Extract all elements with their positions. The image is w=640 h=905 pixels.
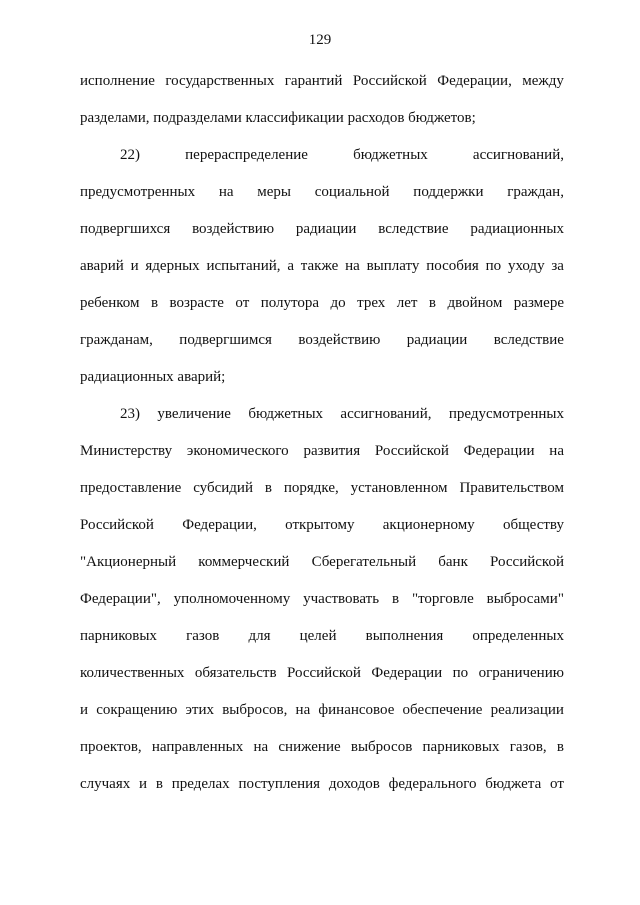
word: государственных — [165, 73, 275, 89]
word: газов, — [509, 739, 547, 755]
word: поддержки — [413, 184, 484, 200]
word: бюджетных — [353, 147, 428, 163]
word: выбросов — [350, 739, 413, 755]
word: ассигнований, — [472, 147, 564, 163]
word: обязательств — [194, 665, 277, 681]
word: Сберегательный — [311, 554, 417, 570]
text-line — [80, 181, 564, 203]
word: пособия — [426, 258, 479, 274]
text-line — [80, 292, 564, 314]
word: парниковых — [80, 628, 157, 644]
word: радиации — [406, 332, 468, 348]
word: Федерации", — [80, 591, 161, 607]
text-line — [120, 403, 564, 425]
word: предусмотренных — [448, 406, 564, 422]
text-line — [80, 551, 564, 573]
word: субсидий — [193, 480, 253, 496]
word: Российской — [352, 73, 427, 89]
text-line — [80, 255, 564, 277]
word: установленном — [350, 480, 448, 496]
word: ограничению — [478, 665, 564, 681]
word: граждан, — [507, 184, 564, 200]
word: и — [130, 258, 139, 274]
word: Российской — [80, 517, 154, 533]
word: на — [295, 702, 311, 718]
word: уходу — [507, 258, 545, 274]
word: ядерных — [145, 258, 200, 274]
word: выплату — [366, 258, 420, 274]
word: до — [330, 295, 346, 311]
word: ребенком — [80, 295, 140, 311]
word: в — [391, 591, 400, 607]
page-number: 129 — [308, 32, 332, 48]
word: в — [264, 480, 272, 496]
word: перераспределение — [185, 147, 308, 163]
word: Правительством — [459, 480, 564, 496]
word: на — [218, 184, 234, 200]
word: открытому — [285, 517, 355, 533]
word: бюджетных — [248, 406, 324, 422]
word: Федерации — [463, 443, 535, 459]
word: между — [522, 73, 564, 89]
word: выбросами" — [486, 591, 564, 607]
word: также — [300, 258, 339, 274]
word: аварий — [80, 258, 124, 274]
word: Федерации — [371, 665, 443, 681]
text-line — [80, 699, 564, 721]
word: 23) — [120, 406, 140, 422]
word: целей — [299, 628, 337, 644]
word: воздействию — [298, 332, 381, 348]
word: Российской — [374, 443, 449, 459]
word: по — [485, 258, 502, 274]
word: в — [556, 739, 564, 755]
word: гарантий — [284, 73, 343, 89]
word: исполнение — [80, 73, 155, 89]
word: определенных — [472, 628, 564, 644]
word: воздействию — [192, 221, 275, 237]
text-line — [80, 218, 564, 240]
word: меры — [257, 184, 291, 200]
word: Министерству — [80, 443, 173, 459]
word: в — [155, 776, 163, 792]
word: доходов — [328, 776, 380, 792]
word: снижение — [278, 739, 341, 755]
word: участвовать — [303, 591, 380, 607]
word: за — [551, 258, 564, 274]
word: трех — [357, 295, 386, 311]
text-line — [80, 773, 564, 795]
word: обществу — [503, 517, 564, 533]
word: проектов, — [80, 739, 142, 755]
word: и — [139, 776, 148, 792]
word: а — [287, 258, 294, 274]
word: коммерческий — [198, 554, 290, 570]
word: парниковых — [422, 739, 500, 755]
word: Федерации, — [182, 517, 257, 533]
text-line — [80, 477, 564, 499]
word: финансовое — [318, 702, 395, 718]
word: возрасте — [169, 295, 224, 311]
word: федерального — [388, 776, 477, 792]
word: двойном — [447, 295, 503, 311]
word: Российской — [490, 554, 564, 570]
word: в — [428, 295, 437, 311]
word: "Акционерный — [80, 554, 177, 570]
word: количественных — [80, 665, 185, 681]
word: и — [80, 702, 89, 718]
word: обеспечение — [402, 702, 483, 718]
word: от — [550, 776, 564, 792]
text-line: разделами, подразделами классификации расходов бюджетов; — [80, 110, 476, 126]
word: на — [549, 443, 564, 459]
text-line — [80, 588, 564, 610]
word: направленных — [151, 739, 244, 755]
word: социальной — [314, 184, 390, 200]
word: газов — [186, 628, 220, 644]
word: на — [253, 739, 269, 755]
word: случаях — [80, 776, 131, 792]
text-line — [80, 662, 564, 684]
word: предоставление — [80, 480, 182, 496]
text-line — [80, 736, 564, 758]
word: выбросов, — [222, 702, 288, 718]
word: акционерному — [382, 517, 475, 533]
word: сокращению — [96, 702, 178, 718]
word: подвергшихся — [80, 221, 171, 237]
word: бюджета — [485, 776, 542, 792]
word: "торговле — [411, 591, 474, 607]
word: по — [452, 665, 469, 681]
word: порядке, — [283, 480, 339, 496]
word: радиационных — [470, 221, 564, 237]
word: вследствие — [493, 332, 564, 348]
word: банк — [438, 554, 468, 570]
text-line — [80, 70, 564, 92]
word: уполномоченному — [173, 591, 291, 607]
word: Федерации, — [437, 73, 512, 89]
word: испытаний, — [206, 258, 281, 274]
text-line — [80, 329, 564, 351]
word: развития — [303, 443, 361, 459]
text-line — [80, 625, 564, 647]
text-line: радиационных аварий; — [80, 369, 226, 385]
word: пределах — [171, 776, 230, 792]
word: размере — [513, 295, 564, 311]
word: полутора — [260, 295, 320, 311]
word: в — [150, 295, 159, 311]
word: от — [235, 295, 250, 311]
text-line — [80, 440, 564, 462]
word: для — [248, 628, 271, 644]
word: экономического — [186, 443, 289, 459]
word: радиации — [295, 221, 357, 237]
word: увеличение — [157, 406, 231, 422]
word: поступления — [238, 776, 321, 792]
word: ассигнований, — [340, 406, 432, 422]
word: гражданам, — [80, 332, 153, 348]
text-line — [80, 514, 564, 536]
word: этих — [185, 702, 215, 718]
word: 22) — [120, 147, 140, 163]
word: вследствие — [378, 221, 449, 237]
word: подвергшимся — [179, 332, 272, 348]
word: реализации — [490, 702, 564, 718]
word: предусмотренных — [80, 184, 196, 200]
word: на — [345, 258, 360, 274]
text-line — [120, 144, 564, 166]
word: выполнения — [365, 628, 444, 644]
word: лет — [396, 295, 418, 311]
word: Российской — [286, 665, 361, 681]
